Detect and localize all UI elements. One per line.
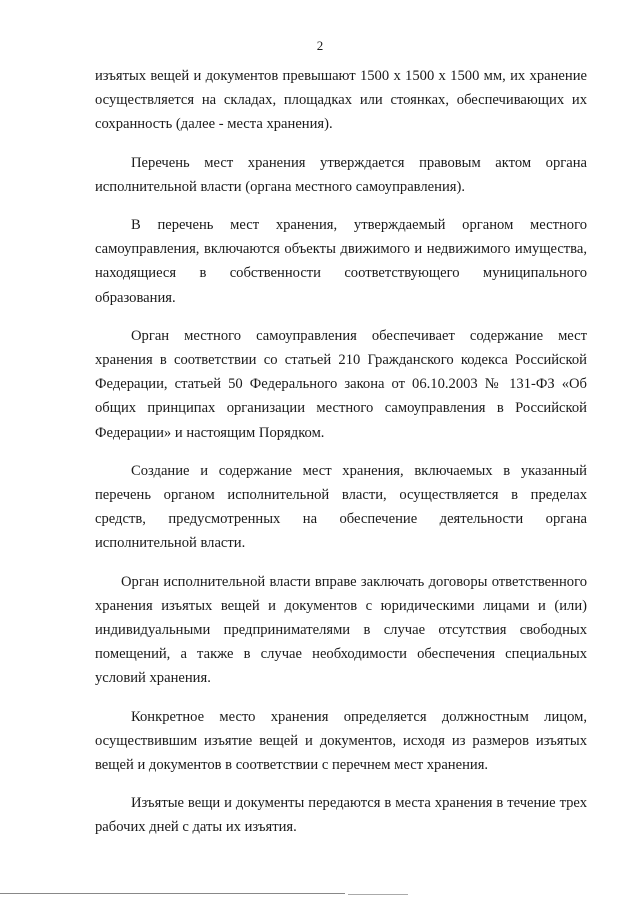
footer-rule-line-short xyxy=(348,894,408,895)
paragraph-5: Создание и содержание мест хранения, включаемых в указанный перечень органом исполнительной власти, осуществляется в пределах средств, предусмотренных на обеспечение деятельности органа исполнительной власти. xyxy=(95,462,587,552)
document-body xyxy=(95,64,587,854)
paragraph-3: В перечень мест хранения, утверждаемый органом местного самоуправления, включаются объекты движимого и недвижимого имущества, находящиеся в собственности соответствующего муниципального образования. xyxy=(95,217,587,306)
page-number: 2 xyxy=(316,38,324,53)
paragraph-7: Конкретное место хранения определяется должностным лицом, осуществившим изъятие вещей и документов, исходя из размеров изъятых вещей и документов в соответствии с перечнем мест хранения. xyxy=(95,708,587,774)
paragraph-2: Перечень мест хранения утверждается правовым актом органа исполнительной власти (органа местного самоуправления). xyxy=(95,154,587,195)
paragraph-8: Изъятые вещи и документы передаются в места хранения в течение трех рабочих дней с даты их изъятия. xyxy=(95,795,587,836)
paragraph-4: Орган местного самоуправления обеспечивает содержание мест хранения в соответствии со статьей 210 Гражданского кодекса Российской Федерации, статьей 50 Федерального закона от 06.10.2003 № 131-ФЗ «Об общих принципах организации местного самоуправления в Российской Федерации» и настоящим Порядком. xyxy=(95,327,587,441)
paragraph-6: Орган исполнительной власти вправе заключать договоры ответственного хранения изъятых вещей и документов с юридическими лицами и (или) индивидуальными предпринимателями в случае отсутствия свободных помещений, а также в случае необходимости обеспечения специальных условий хранения. xyxy=(95,573,587,687)
footer-rule-line xyxy=(0,893,345,894)
paragraph-1: изъятых вещей и документов превышают 1500 х 1500 х 1500 мм, их хранение осуществляется на складах, площадках или стоянках, обеспечивающих их сохранность (далее - места хранения). xyxy=(95,68,587,133)
